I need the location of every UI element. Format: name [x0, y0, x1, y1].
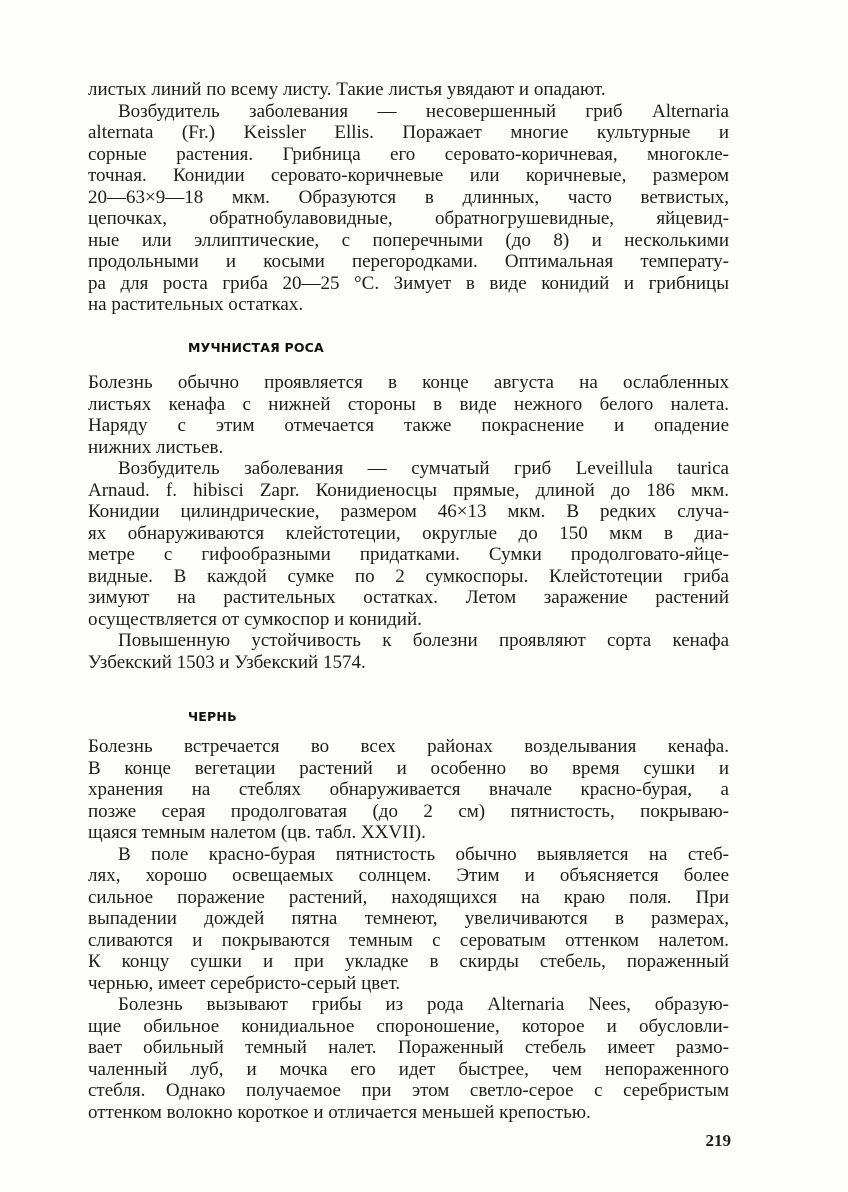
- text-line: видные. В каждой сумке по 2 сумкоспоры. Клейстотеции гриба: [88, 565, 729, 587]
- text-line: стебля. Однако получаемое при этом светло-серое с серебристым: [88, 1080, 729, 1101]
- paragraph: [88, 630, 729, 673]
- text-line: чаленный луб, и мочка его идет быстрее, чем непораженного: [88, 1058, 729, 1080]
- text-line: щаяся темным налетом (цв. табл. XXVII).: [88, 822, 426, 843]
- text-line: сорные растения. Грибница его серовато-коричневая, многокле-: [88, 143, 729, 165]
- text-line: лях, хорошо освещаемых солнцем. Этим и объясняется более: [88, 865, 729, 886]
- text-line: Болезнь обычно проявляется в конце августа на ослабленных: [88, 372, 729, 393]
- text-line: 20—63×9—18 мкм. Образуются в длинных, часто ветвистых,: [88, 186, 729, 208]
- text-line: цепочках, обратнобулавовидные, обратногрушевидные, яйцевид-: [88, 208, 729, 229]
- text-line: осуществляется от сумкоспор и конидий.: [88, 608, 422, 630]
- text-line: К концу сушки и при укладке в скирды стебель, пораженный: [88, 951, 729, 972]
- text-line: В поле красно-бурая пятнистость обычно выявляется на стеб-: [118, 843, 729, 865]
- text-line: Возбудитель заболевания — несовершенный гриб Alternaria: [118, 100, 729, 122]
- text-line: точная. Конидии серовато-коричневые или коричневые, размером: [88, 165, 729, 186]
- text-line: оттенком волокно короткое и отличается меньшей крепостью.: [88, 1101, 591, 1123]
- text-block-intro: [88, 79, 729, 316]
- text-line: сильное поражение растений, находящихся на краю поля. При: [88, 886, 729, 908]
- text-line: нижних листьев.: [88, 436, 224, 458]
- text-line: Узбекский 1503 и Узбекский 1574.: [88, 651, 366, 673]
- text-line: позже серая продолговатая (до 2 см) пятнистость, покрываю-: [88, 800, 729, 822]
- text-line: Повышенную устойчивость к болезни проявляют сорта кенафа: [118, 630, 729, 651]
- text-line: Arnaud. f. hibisci Zapr. Конидиеносцы прямые, длиной до 186 мкм.: [88, 479, 729, 501]
- paragraph: [88, 79, 729, 101]
- page-number: 219: [705, 1131, 731, 1150]
- text-line: чернью, имеет серебристо-серый цвет.: [88, 972, 401, 994]
- text-line: хранения на стеблях обнаруживается вначале красно-бурая, а: [88, 779, 729, 800]
- text-line: листых линий по всему листу. Такие листья увядают и опадают.: [88, 79, 606, 100]
- section-heading-powdery-mildew: МУЧНИСТАЯ РОСА: [188, 340, 324, 355]
- paragraph: [88, 101, 729, 316]
- paragraph: [88, 372, 729, 458]
- text-line: alternata (Fr.) Keissler Ellis. Поражает многие культурные и: [88, 122, 729, 143]
- text-line: щие обильное конидиальное спороношение, которое и обусловли-: [88, 1015, 729, 1037]
- text-block-black-mold: [88, 736, 729, 1123]
- text-line: Болезнь вызывают грибы из рода Alternaria Nees, образую-: [118, 994, 729, 1015]
- text-line: листьях кенафа с нижней стороны в виде нежного белого налета.: [88, 393, 729, 415]
- text-line: Конидии цилиндрические, размером 46×13 мкм. В редких случа-: [88, 501, 729, 522]
- text-line: сливаются и покрываются темным с сероватым оттенком налетом.: [88, 929, 729, 951]
- text-line: на растительных остатках.: [88, 294, 304, 315]
- text-line: ные или эллиптические, с поперечными (до 8) и несколькими: [88, 229, 729, 251]
- paragraph: [88, 994, 729, 1123]
- text-line: зимуют на растительных остатках. Летом заражение растений: [88, 587, 729, 608]
- section-heading-black-mold: ЧЕРНЬ: [188, 709, 237, 724]
- text-line: Возбудитель заболевания — сумчатый гриб Leveillula taurica: [118, 458, 729, 479]
- text-line: выпадении дождей пятна темнеют, увеличиваются в размерах,: [88, 908, 729, 929]
- paragraph: [88, 844, 729, 995]
- text-line: ях обнаруживаются клейстотеции, округлые до 150 мкм в диа-: [88, 522, 729, 544]
- text-line: метре с гифообразными придатками. Сумки продолговато-яйце-: [88, 544, 729, 565]
- paragraph: [88, 736, 729, 844]
- text-line: ра для роста гриба 20—25 °С. Зимует в виде конидий и грибницы: [88, 272, 729, 294]
- text-line: вает обильный темный налет. Пораженный стебель имеет размо-: [88, 1037, 729, 1058]
- paragraph: [88, 458, 729, 630]
- text-line: Наряду с этим отмечается также покраснение и опадение: [88, 415, 729, 436]
- text-block-powdery-mildew: [88, 372, 729, 673]
- text-line: В конце вегетации растений и особенно во время сушки и: [88, 757, 729, 779]
- text-line: Болезнь встречается во всех районах возделывания кенафа.: [88, 736, 729, 757]
- text-line: продольными и косыми перегородками. Оптимальная температу-: [88, 251, 729, 272]
